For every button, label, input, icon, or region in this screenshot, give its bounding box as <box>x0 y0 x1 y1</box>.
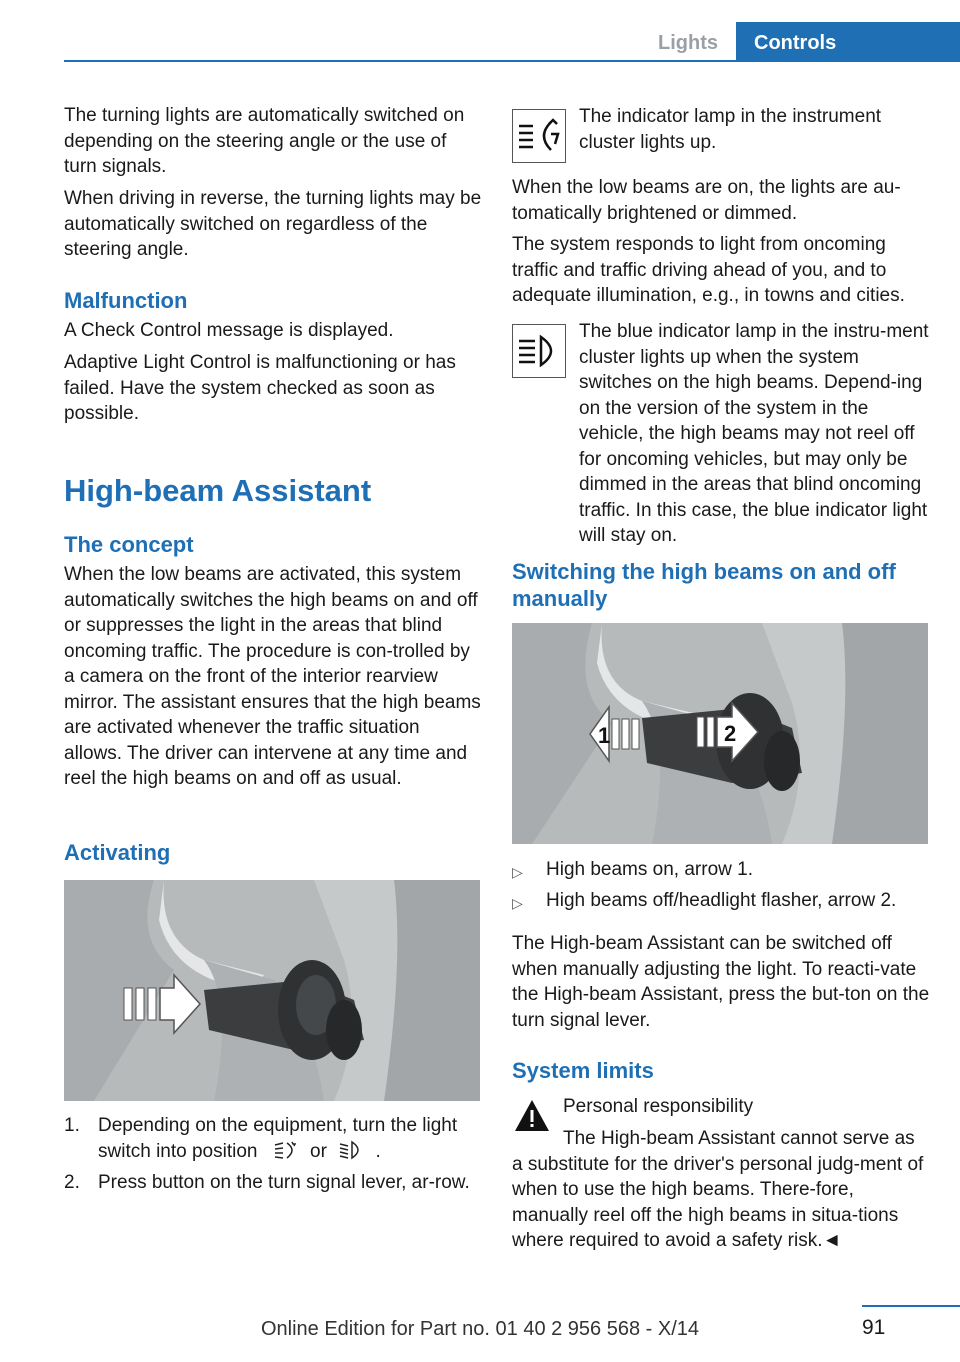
blue-indicator-text: The blue indicator lamp in the instru-ment cluster lights up when the system switches on the high beams. Depend-ing on the version of the system in the vehicle, the high beams may not reel off for oncoming vehicles, but may only be dimmed in the areas that blind oncoming traffic. In this case, the blue indicator light will stay on. <box>579 321 929 546</box>
step-or: or <box>310 1140 327 1162</box>
low-beam-icon <box>338 1140 366 1160</box>
edition-footer: Online Edition for Part no. 01 40 2 956 568 - X/14 <box>260 1318 700 1340</box>
header-chapter-tab: Controls <box>736 22 960 62</box>
bullet-item <box>512 857 930 885</box>
switch-off-paragraph: The High-beam Assistant can be switched off when manually adjusting the light. To reacti-vate the High-beam Assistant, press the but-ton on the turn signal lever. <box>512 933 930 1031</box>
manual-switching-photo <box>512 623 928 844</box>
bullet-text: High beams off/headlight flasher, arrow 2. <box>546 890 897 911</box>
step-number: 2. <box>64 1172 80 1193</box>
activating-heading: Activating <box>64 840 171 865</box>
arrow-1-label: 1 <box>598 723 611 748</box>
step-text <box>98 1113 482 1164</box>
low-beams-paragraph: When the low beams are on, the lights are au-tomatically brightened or dimmed. <box>512 177 901 224</box>
step-2 <box>64 1170 482 1222</box>
concept-heading: The concept <box>64 532 194 557</box>
header-rule <box>64 60 960 62</box>
footer-rule <box>862 1305 960 1307</box>
step-text-main: Depending on the equipment, turn the light switch into position <box>98 1115 458 1162</box>
malfunction-message: A Check Control message is displayed. <box>64 320 394 341</box>
bullet-item <box>512 888 930 916</box>
bullet-triangle-icon: ▷ <box>512 895 523 911</box>
reverse-paragraph: When driving in reverse, the turning lights may be automatically switched on regardless of the steering angle. <box>64 188 482 260</box>
indicator-lamp-text: The indicator lamp in the instrument cluster lights up. <box>579 106 882 153</box>
step-end-punct: . <box>375 1140 381 1162</box>
page-number: 91 <box>862 1316 886 1339</box>
turning-lights-paragraph: The turning lights are automatically switched on depending on the steering angle or the use of turn signals. <box>64 105 465 177</box>
turn-signal-lever-photo <box>64 880 480 1101</box>
switching-heading: Switching the high beams on and off manually <box>512 559 896 611</box>
warning-title: Personal responsibility <box>563 1096 754 1117</box>
step-number: 1. <box>64 1115 80 1136</box>
arrow-2-label: 2 <box>724 721 737 746</box>
lever-illustration <box>64 880 480 1101</box>
high-beam-indicator-icon <box>512 324 566 378</box>
step-1 <box>64 1113 482 1165</box>
bullet-triangle-icon: ▷ <box>512 864 523 880</box>
malfunction-heading: Malfunction <box>64 288 188 313</box>
header-section-tab: Lights <box>640 22 736 62</box>
light-switch-auto-icon <box>273 1140 301 1160</box>
system-limits-heading: System limits <box>512 1058 654 1083</box>
concept-paragraph: When the low beams are activated, this system automatically switches the high beams on and off or suppresses the light in the areas that blind oncoming traffic. The procedure is con-trolled by a camera on the front of the interior rearview mirror. The assistant ensures that the high beams are activated whenever the traffic situation allows. The driver can intervene at any time and reel the high beams on and off as usual. <box>64 564 481 789</box>
step-text: Press button on the turn signal lever, ar-row. <box>98 1172 470 1193</box>
warning-text: The High-beam Assistant cannot serve as a substitute for the driver's personal judg-ment of when to use the high beams. There-fore, manually reel off the high beams in situa-tions where required to avoid a safety risk.◄ <box>512 1128 924 1251</box>
auto-high-beam-indicator-icon <box>512 109 566 163</box>
bullet-text: High beams on, arrow 1. <box>546 859 753 880</box>
malfunction-detail: Adaptive Light Control is malfunctioning or has failed. Have the system checked as soon as possible. <box>64 352 456 424</box>
system-responds-paragraph: The system responds to light from oncoming traffic and traffic driving ahead of you, and to adequate illumination, e.g., in towns and cities. <box>512 234 905 306</box>
page-section-title: High-beam Assistant <box>64 473 372 508</box>
